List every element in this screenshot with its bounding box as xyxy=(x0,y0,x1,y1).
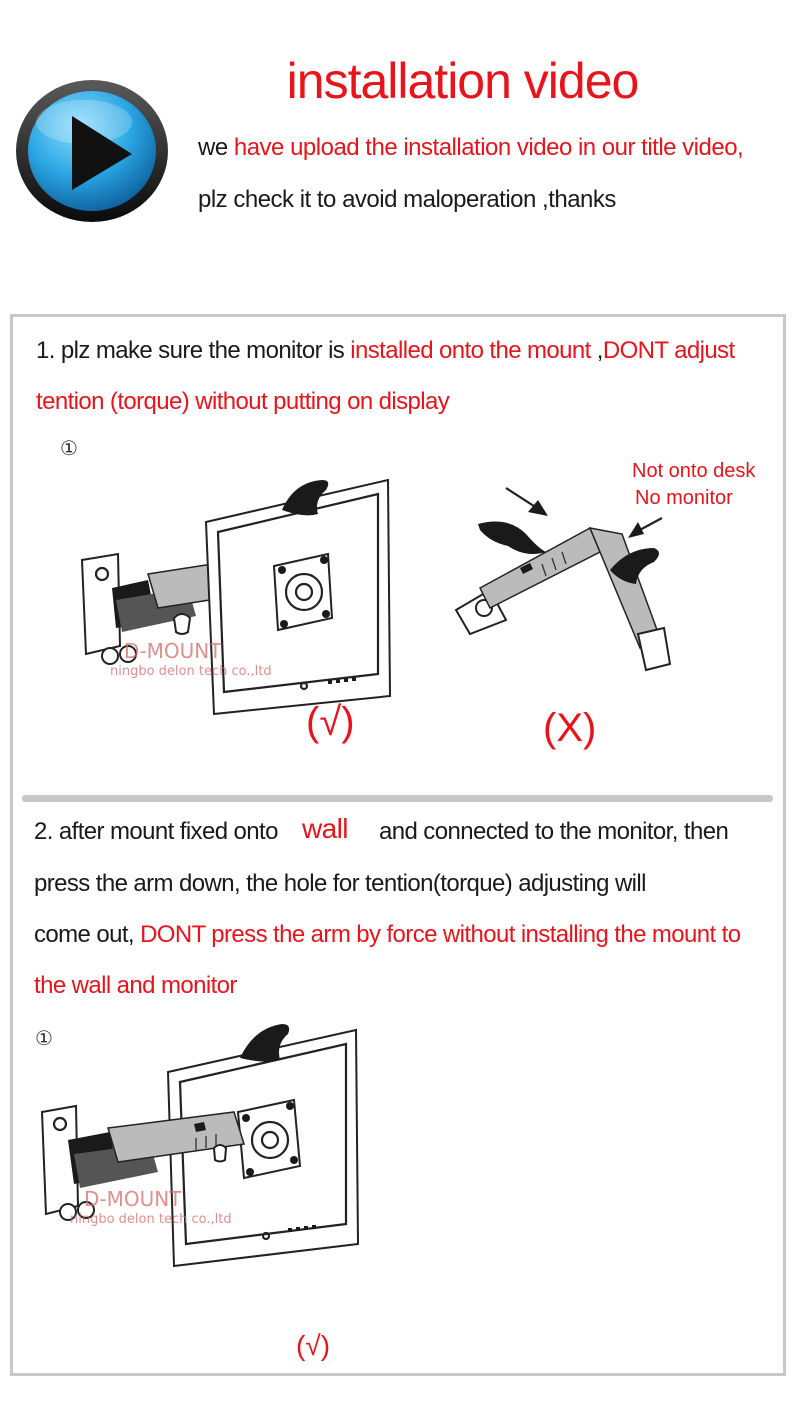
section2-watermark-brand: D-MOUNT xyxy=(84,1187,182,1211)
section1-line-1-text: 1. plz make sure the monitor is xyxy=(36,337,351,364)
section1-line-1 xyxy=(36,337,735,365)
section-divider xyxy=(22,795,773,802)
section1-line-1-highlight-2: DONT adjust xyxy=(602,337,735,364)
section2-line-3-text: come out, xyxy=(34,921,141,948)
section2-line-2: press the arm down, the hole for tention(torque) adjusting will xyxy=(34,870,646,897)
section2-line-1-highlight: wall xyxy=(302,813,348,844)
section2-line-1-a: 2. after mount fixed onto xyxy=(34,818,278,845)
section1-line-2: tention (torque) without putting on display xyxy=(36,388,450,415)
section1-step-number: ① xyxy=(60,438,78,460)
mount-with-monitor-illustration xyxy=(78,470,398,720)
correct-mark: (√) xyxy=(306,700,355,744)
section2-step-number: ① xyxy=(35,1028,53,1050)
section2-correct-mark: (√) xyxy=(296,1330,331,1361)
section2-line-3 xyxy=(34,921,741,949)
header-line-1 xyxy=(198,134,743,162)
section2-watermark-company: ningbo delon tech co.,ltd xyxy=(70,1212,232,1227)
page-title: installation video xyxy=(286,53,639,109)
section1-line-1-highlight-1: installed onto the mount xyxy=(350,337,591,364)
section2-line-3-highlight: DONT press the arm by force without installing the mount to xyxy=(140,921,741,948)
section2-line-1-b: and connected to the monitor, then xyxy=(379,818,729,845)
header-line-1-text: we xyxy=(198,134,234,161)
wrong-mark: (X) xyxy=(543,706,597,750)
header-line-2: plz check it to avoid maloperation ,thanks xyxy=(198,186,616,213)
section1-line-1-separator: , xyxy=(590,337,603,364)
section1-watermark-brand: D-MOUNT xyxy=(124,639,222,663)
wrong-usage-note-2: No monitor xyxy=(635,487,733,509)
header-line-1-highlight: have upload the installation video in our title video, xyxy=(233,134,744,161)
section2-line-4: the wall and monitor xyxy=(34,972,237,999)
wrong-usage-note-1: Not onto desk xyxy=(632,460,756,482)
section1-watermark-company: ningbo delon tech co.,ltd xyxy=(110,664,272,679)
wall-mount-pressed-illustration xyxy=(38,1020,368,1270)
